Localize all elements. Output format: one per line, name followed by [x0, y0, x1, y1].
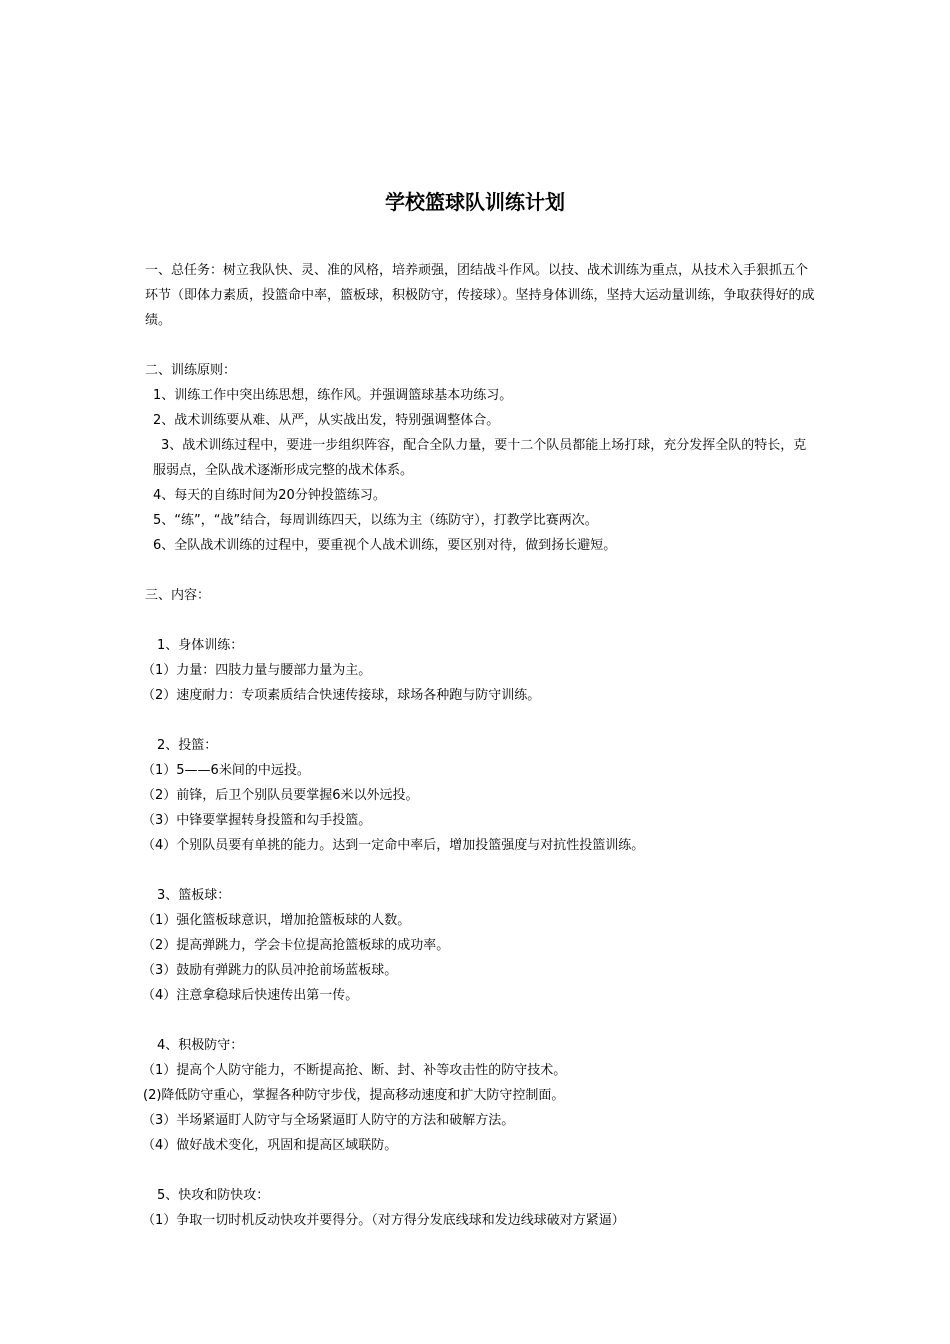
spacer [145, 708, 817, 733]
section-item: （2）前锋，后卫个别队员要掌握6米以外远投。 [142, 788, 419, 803]
document-body [142, 258, 817, 1233]
spacer [145, 858, 817, 883]
principle-item: 1、训练工作中突出练思想，练作风。并强调篮球基本功练习。 [153, 388, 513, 403]
section-item: （1）提高个人防守能力，不断提高抢、断、封、补等攻击性的防守技术。 [142, 1063, 567, 1078]
section-item: （1）5——6米间的中远投。 [142, 763, 310, 778]
principle-item: 2、战术训练要从难、从严，从实战出发，特别强调整体合。 [153, 413, 500, 428]
spacer [145, 333, 817, 358]
section-item: （3）半场紧逼盯人防守与全场紧逼盯人防守的方法和破解方法。 [142, 1113, 515, 1128]
principles-heading: 二、训练原则： [145, 363, 237, 378]
content-heading: 三、内容： [145, 588, 211, 603]
spacer [145, 1158, 817, 1183]
section-item: （2）速度耐力：专项素质结合快速传接球，球场各种跑与防守训练。 [142, 688, 541, 703]
section-heading: 5、快攻和防快攻： [157, 1188, 270, 1203]
section-item: （1）力量：四肢力量与腰部力量为主。 [142, 663, 372, 678]
principle-item: 3、战术训练过程中，要进一步组织阵容，配合全队力量，要十二个队员都能上场打球，充分发挥全队的特长，克服弱点，全队战术逐渐形成完整的战术体系。 [153, 438, 807, 478]
section-heading: 2、投篮： [157, 738, 218, 753]
section-item: （3）中锋要掌握转身投篮和勾手投篮。 [142, 813, 372, 828]
section-heading: 3、篮板球： [157, 888, 231, 903]
section-item: （3）鼓励有弹跳力的队员冲抢前场蓝板球。 [142, 963, 398, 978]
principle-item: 6、全队战术训练的过程中，要重视个人战术训练，要区别对待，做到扬长避短。 [153, 538, 617, 553]
task-paragraph: 一、总任务：树立我队快、灵、准的风格，培养顽强，团结战斗作风。以技、战术训练为重点，从技术入手狠抓五个环节（即体力素质，投篮命中率，篮板球，积极防守，传接球）。坚持身体训练，坚持大运动量训练，争取获得好的成绩。 [145, 263, 815, 328]
section-item: （2）提高弹跳力，学会卡位提高抢篮板球的成功率。 [142, 938, 450, 953]
section-item: （1）强化篮板球意识，增加抢篮板球的人数。 [142, 913, 411, 928]
section-heading: 1、身体训练： [157, 638, 244, 653]
spacer [145, 608, 817, 633]
spacer [145, 1008, 817, 1033]
principle-item: 5、“练”，“战”结合，每周训练四天，以练为主（练防守），打教学比赛两次。 [153, 513, 598, 528]
section-item: （4）做好战术变化，巩固和提高区域联防。 [142, 1138, 398, 1153]
section-item: （4）个别队员要有单挑的能力。达到一定命中率后，增加投篮强度与对抗性投篮训练。 [142, 838, 645, 853]
document-title: 学校篮球队训练计划 [385, 190, 565, 214]
spacer [145, 558, 817, 583]
section-item: （1）争取一切时机反动快攻并要得分。（对方得分发底线球和发边线球破对方紧逼） [142, 1213, 625, 1228]
section-item: （4）注意拿稳球后快速传出第一传。 [142, 988, 359, 1003]
principle-item: 4、每天的自练时间为20分钟投篮练习。 [153, 488, 386, 503]
section-item: (2)降低防守重心，掌握各种防守步伐，提高移动速度和扩大防守控制面。 [143, 1088, 565, 1103]
section-heading: 4、积极防守： [157, 1038, 244, 1053]
